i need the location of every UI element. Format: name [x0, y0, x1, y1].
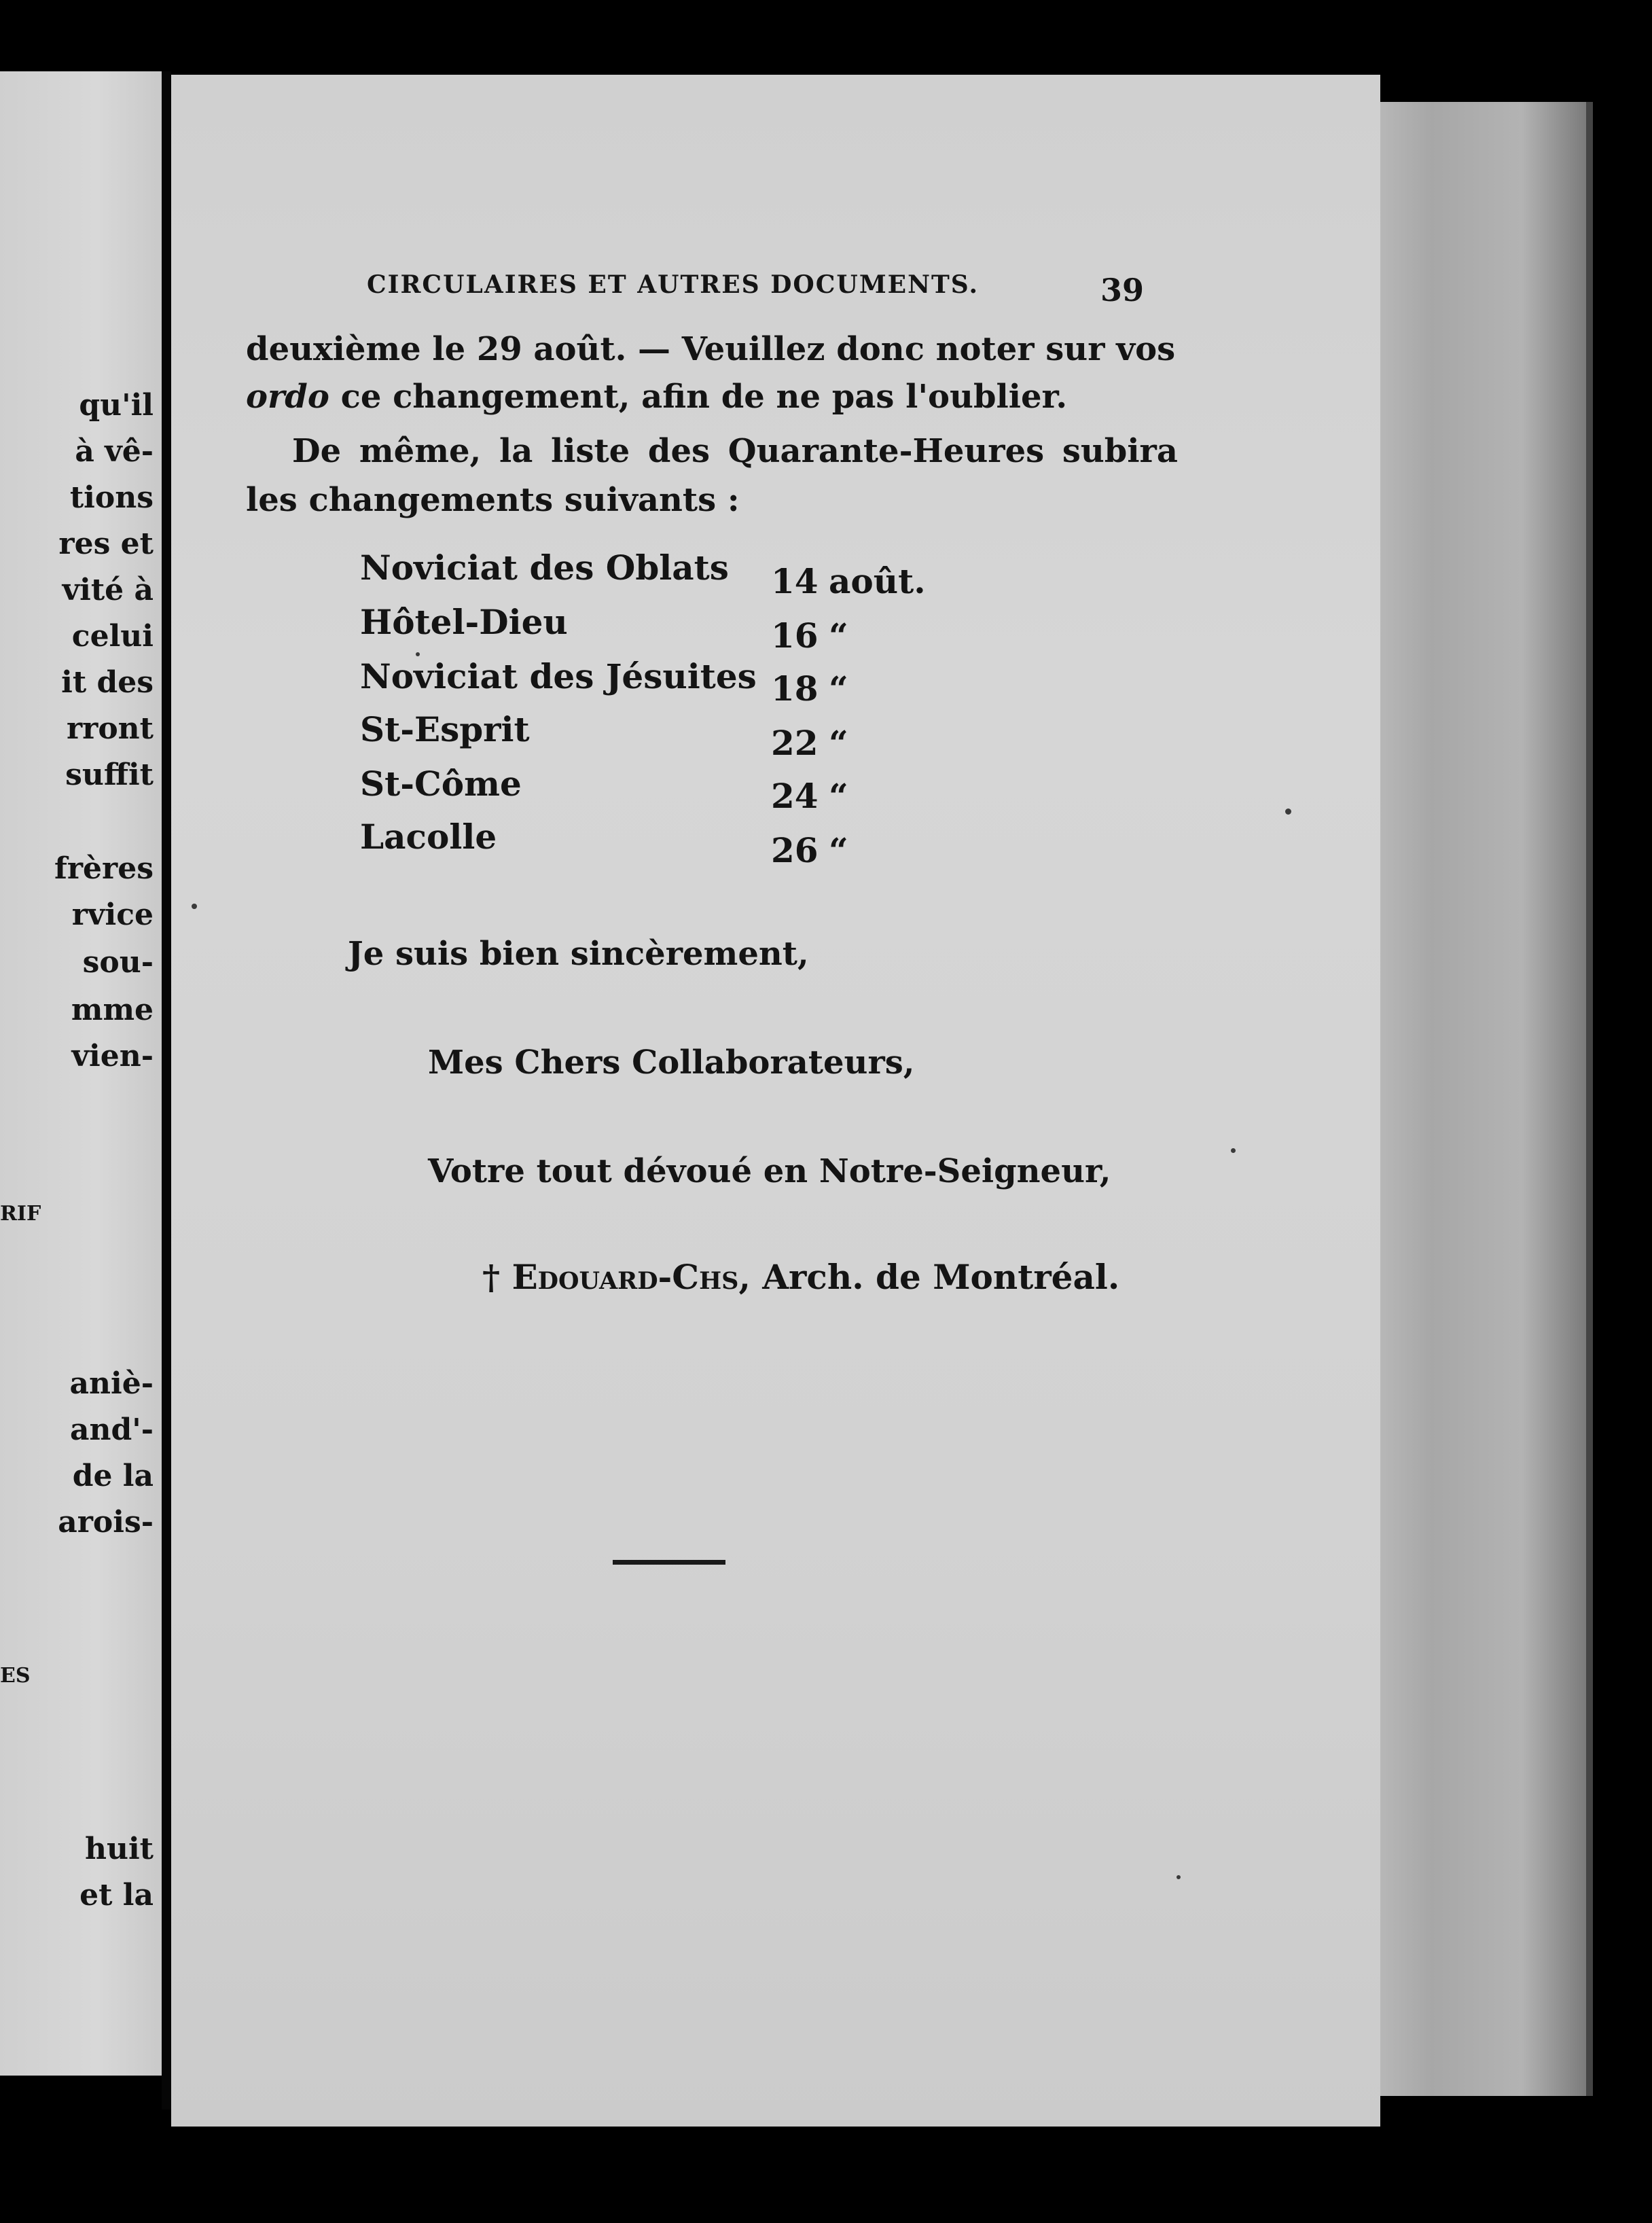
- page-number: 39: [1100, 272, 1145, 308]
- left-page-line: frères: [54, 851, 154, 886]
- left-page-line: aniè-: [69, 1366, 154, 1401]
- closing-line: Je suis bien sincèrement,: [348, 935, 809, 973]
- schedule-place: Hôtel-Dieu: [360, 602, 568, 642]
- ordo-word: ordo: [246, 378, 329, 416]
- paper-speck: [1177, 1875, 1181, 1879]
- signature-title: , Arch. de Montréal.: [738, 1257, 1120, 1297]
- paper-speck: [1285, 808, 1291, 815]
- closing-line: Votre tout dévoué en Notre-Seigneur,: [428, 1152, 1111, 1190]
- schedule-day: 18: [771, 669, 819, 709]
- schedule-place: Noviciat des Jésuites: [360, 656, 757, 696]
- left-page-line: mme: [71, 993, 154, 1027]
- closing-salutation: Mes Chers Collaborateurs,: [428, 1044, 915, 1082]
- schedule-day: 24: [771, 776, 819, 816]
- schedule-place: Lacolle: [360, 817, 497, 857]
- left-page-line: arois-: [58, 1505, 154, 1540]
- schedule-month: “: [829, 616, 848, 656]
- left-page-line: celui: [71, 619, 154, 654]
- schedule-day: 22: [771, 723, 819, 763]
- left-page-line: de la: [72, 1459, 154, 1493]
- body-line: De même, la liste des Quarante-Heures subira: [292, 432, 1178, 470]
- left-page-line: suffit: [65, 758, 154, 792]
- schedule-month: “: [829, 776, 848, 816]
- schedule-place: St-Côme: [360, 764, 522, 804]
- schedule-month: août.: [829, 561, 926, 601]
- left-page-line: vité à: [62, 573, 154, 607]
- left-page-line: and'-: [70, 1412, 154, 1447]
- body-line: deuxième le 29 août. — Veuillez donc noter sur vos: [246, 330, 1176, 368]
- left-page-line: ES: [0, 1664, 31, 1688]
- schedule-day: 16: [771, 616, 819, 656]
- running-head: CIRCULAIRES ET AUTRES DOCUMENTS.: [367, 270, 980, 299]
- left-page-line: qu'il: [79, 388, 154, 423]
- left-page-line: et la: [79, 1878, 154, 1913]
- paper-speck: [1231, 1148, 1236, 1153]
- left-page-line: sou-: [82, 945, 154, 980]
- schedule-day: 14: [771, 561, 819, 601]
- cross-symbol: †: [482, 1257, 512, 1297]
- left-page-line: res et: [58, 527, 154, 561]
- left-page-line: huit: [84, 1832, 154, 1866]
- body-line-rest: ce changement, afin de ne pas l'oublier.: [329, 378, 1068, 416]
- schedule-day: 26: [771, 830, 819, 870]
- left-page-line: tions: [69, 480, 154, 515]
- schedule-place: St-Esprit: [360, 709, 530, 749]
- left-facing-page: [0, 71, 162, 2076]
- signature-name: Edouard-Chs: [511, 1257, 739, 1297]
- schedule-month: “: [829, 830, 848, 870]
- left-page-line: it des: [61, 665, 154, 700]
- left-page-line: RIF: [0, 1202, 41, 1226]
- signature: [482, 1257, 1119, 1297]
- body-line: les changements suivants :: [246, 481, 740, 519]
- left-page-line: rvice: [71, 897, 154, 932]
- schedule-month: “: [829, 723, 848, 763]
- left-page-line: rront: [66, 711, 154, 746]
- left-page-line: vien-: [71, 1039, 154, 1073]
- body-line: [246, 378, 1068, 416]
- schedule-month: “: [829, 669, 848, 709]
- paper-speck: [192, 904, 197, 909]
- schedule-place: Noviciat des Oblats: [360, 548, 729, 588]
- left-page-line: à vê-: [75, 434, 154, 469]
- book-gutter: [162, 71, 171, 2110]
- end-rule: [613, 1560, 725, 1565]
